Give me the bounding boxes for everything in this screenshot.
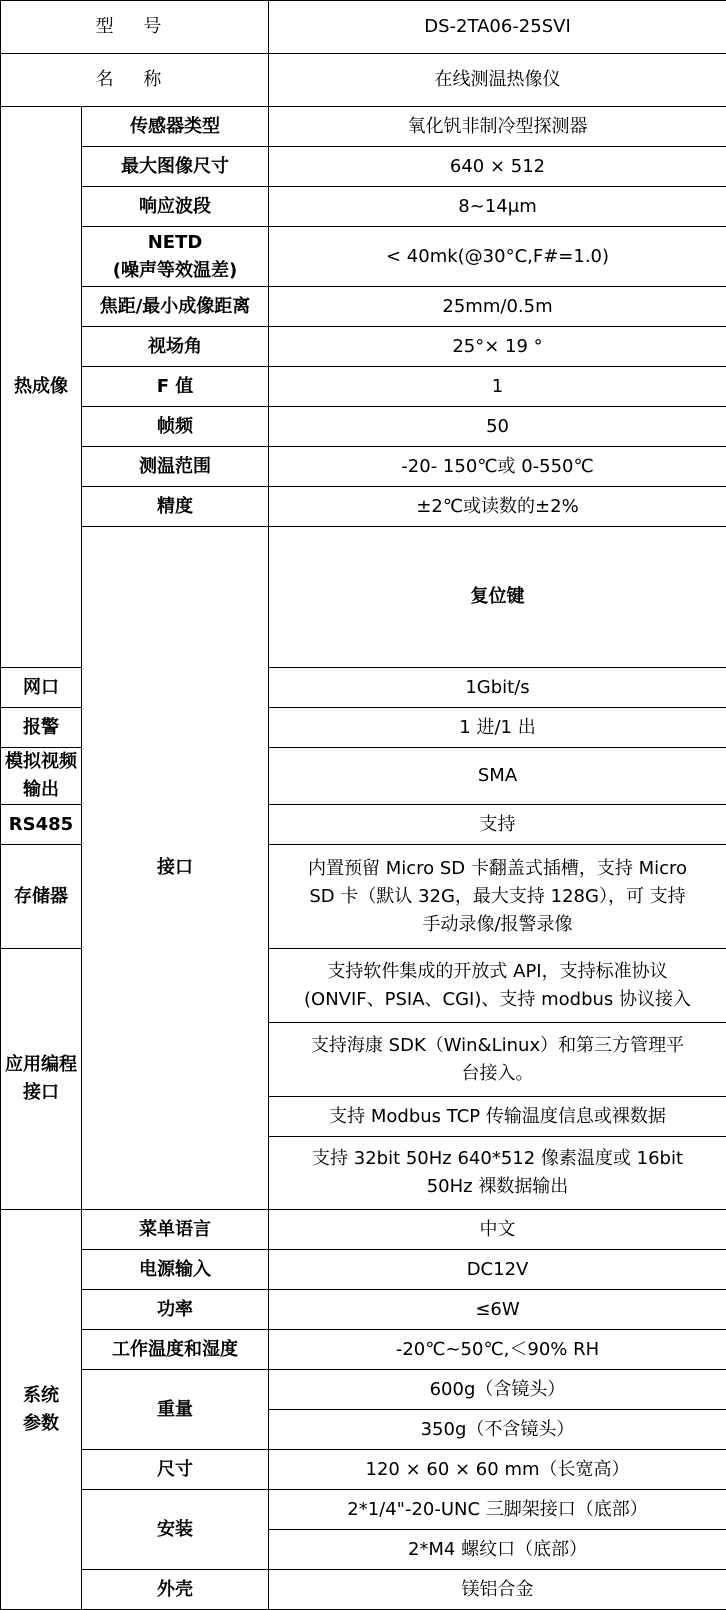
storage-line-3: 手动录像/报警录像 <box>273 911 722 939</box>
table-row <box>1 1330 726 1370</box>
api-value-a <box>269 949 726 1023</box>
name-value: 在线测温热像仪 <box>269 54 726 107</box>
row-value: 氧化钒非制冷型探测器 <box>269 107 726 147</box>
row-value: 640 × 512 <box>269 147 726 187</box>
row-key: 视场角 <box>82 327 269 367</box>
row-value: 1 进/1 出 <box>269 708 726 748</box>
row-value: -20- 150℃或 0-550℃ <box>269 447 726 487</box>
row-key: 菜单语言 <box>82 1210 269 1250</box>
row-value: 1Gbit/s <box>269 668 726 708</box>
row-key: 尺寸 <box>82 1450 269 1490</box>
row-value: 120 × 60 × 60 mm（长宽高） <box>269 1450 726 1490</box>
api-value-d <box>269 1137 726 1210</box>
system-group-line-2: 参数 <box>5 1410 77 1438</box>
weight-value-2: 350g（不含镜头） <box>269 1410 726 1450</box>
table-row <box>1 487 726 527</box>
row-value: 8~14μm <box>269 187 726 227</box>
table-row <box>1 1490 726 1530</box>
mount-value-1: 2*1/4"-20-UNC 三脚架接口（底部） <box>269 1490 726 1530</box>
table-row <box>1 327 726 367</box>
table-row <box>1 107 726 147</box>
api-value-b <box>269 1023 726 1097</box>
table-row <box>1 1210 726 1250</box>
row-value: 中文 <box>269 1210 726 1250</box>
row-key: 响应波段 <box>82 187 269 227</box>
row-key: RS485 <box>1 805 82 845</box>
row-value: ≤6W <box>269 1290 726 1330</box>
row-key: 传感器类型 <box>82 107 269 147</box>
table-row <box>1 447 726 487</box>
table-row <box>1 1370 726 1410</box>
row-value: 50 <box>269 407 726 447</box>
row-key: 外壳 <box>82 1570 269 1610</box>
api-value-c: 支持 Modbus TCP 传输温度信息或裸数据 <box>269 1097 726 1137</box>
model-row <box>1 1 726 54</box>
table-row <box>1 1250 726 1290</box>
row-key: 应用编程接口 <box>1 949 82 1210</box>
row-key: 功率 <box>82 1290 269 1330</box>
netd-label: NETD <box>86 229 264 257</box>
table-row <box>1 1290 726 1330</box>
row-key: 模拟视频输出 <box>1 748 82 805</box>
table-row <box>1 1450 726 1490</box>
api-a-line-2: (ONVIF、PSIA、CGI)、支持 modbus 协议接入 <box>273 986 722 1014</box>
row-key: 报警 <box>1 708 82 748</box>
row-value: 25°× 19 ° <box>269 327 726 367</box>
row-key: 最大图像尺寸 <box>82 147 269 187</box>
netd-sublabel: (噪声等效温差) <box>86 257 264 285</box>
row-key: 工作温度和湿度 <box>82 1330 269 1370</box>
group-thermal: 热成像 <box>1 107 82 668</box>
name-row <box>1 54 726 107</box>
row-key: 测温范围 <box>82 447 269 487</box>
name-label: 名 称 <box>1 54 269 107</box>
row-key: 电源输入 <box>82 1250 269 1290</box>
api-d-line-1: 支持 32bit 50Hz 640*512 像素温度或 16bit <box>273 1145 722 1173</box>
row-value: 1 <box>269 367 726 407</box>
row-key: 复位键 <box>269 527 726 668</box>
table-row <box>1 1570 726 1610</box>
row-value: -20℃~50℃,＜90% RH <box>269 1330 726 1370</box>
model-value: DS-2TA06-25SVI <box>269 1 726 54</box>
table-row <box>1 227 726 287</box>
storage-line-2: SD 卡（默认 32G，最大支持 128G），可 支持 <box>273 883 722 911</box>
weight-value-1: 600g（含镜头） <box>269 1370 726 1410</box>
storage-line-1: 内置预留 Micro SD 卡翻盖式插槽，支持 Micro <box>273 855 722 883</box>
row-value: ±2℃或读数的±2% <box>269 487 726 527</box>
row-key: 精度 <box>82 487 269 527</box>
api-b-line-2: 台接入。 <box>273 1060 722 1088</box>
row-value: 镁铝合金 <box>269 1570 726 1610</box>
system-group-line-1: 系统 <box>5 1382 77 1410</box>
table-row <box>1 147 726 187</box>
model-label: 型 号 <box>1 1 269 54</box>
row-key: 焦距/最小成像距离 <box>82 287 269 327</box>
row-key: F 值 <box>82 367 269 407</box>
group-system <box>1 1210 82 1610</box>
api-d-line-2: 50Hz 裸数据输出 <box>273 1173 722 1201</box>
storage-value <box>269 845 726 949</box>
table-row <box>1 527 726 668</box>
group-interface: 接口 <box>82 527 269 1210</box>
row-value: 25mm/0.5m <box>269 287 726 327</box>
mount-value-2: 2*M4 螺纹口（底部） <box>269 1530 726 1570</box>
row-key-netd <box>82 227 269 287</box>
table-row <box>1 187 726 227</box>
row-key: 网口 <box>1 668 82 708</box>
row-value: DC12V <box>269 1250 726 1290</box>
api-a-line-1: 支持软件集成的开放式 API，支持标准协议 <box>273 958 722 986</box>
table-row <box>1 367 726 407</box>
row-key: 安装 <box>82 1490 269 1570</box>
row-key: 帧频 <box>82 407 269 447</box>
row-value: 支持 <box>269 805 726 845</box>
table-row <box>1 407 726 447</box>
row-value: SMA <box>269 748 726 805</box>
row-key: 存储器 <box>1 845 82 949</box>
api-b-line-1: 支持海康 SDK（Win&Linux）和第三方管理平 <box>273 1032 722 1060</box>
table-row <box>1 287 726 327</box>
row-key: 重量 <box>82 1370 269 1450</box>
row-value: < 40mk(@30°C,F#=1.0) <box>269 227 726 287</box>
